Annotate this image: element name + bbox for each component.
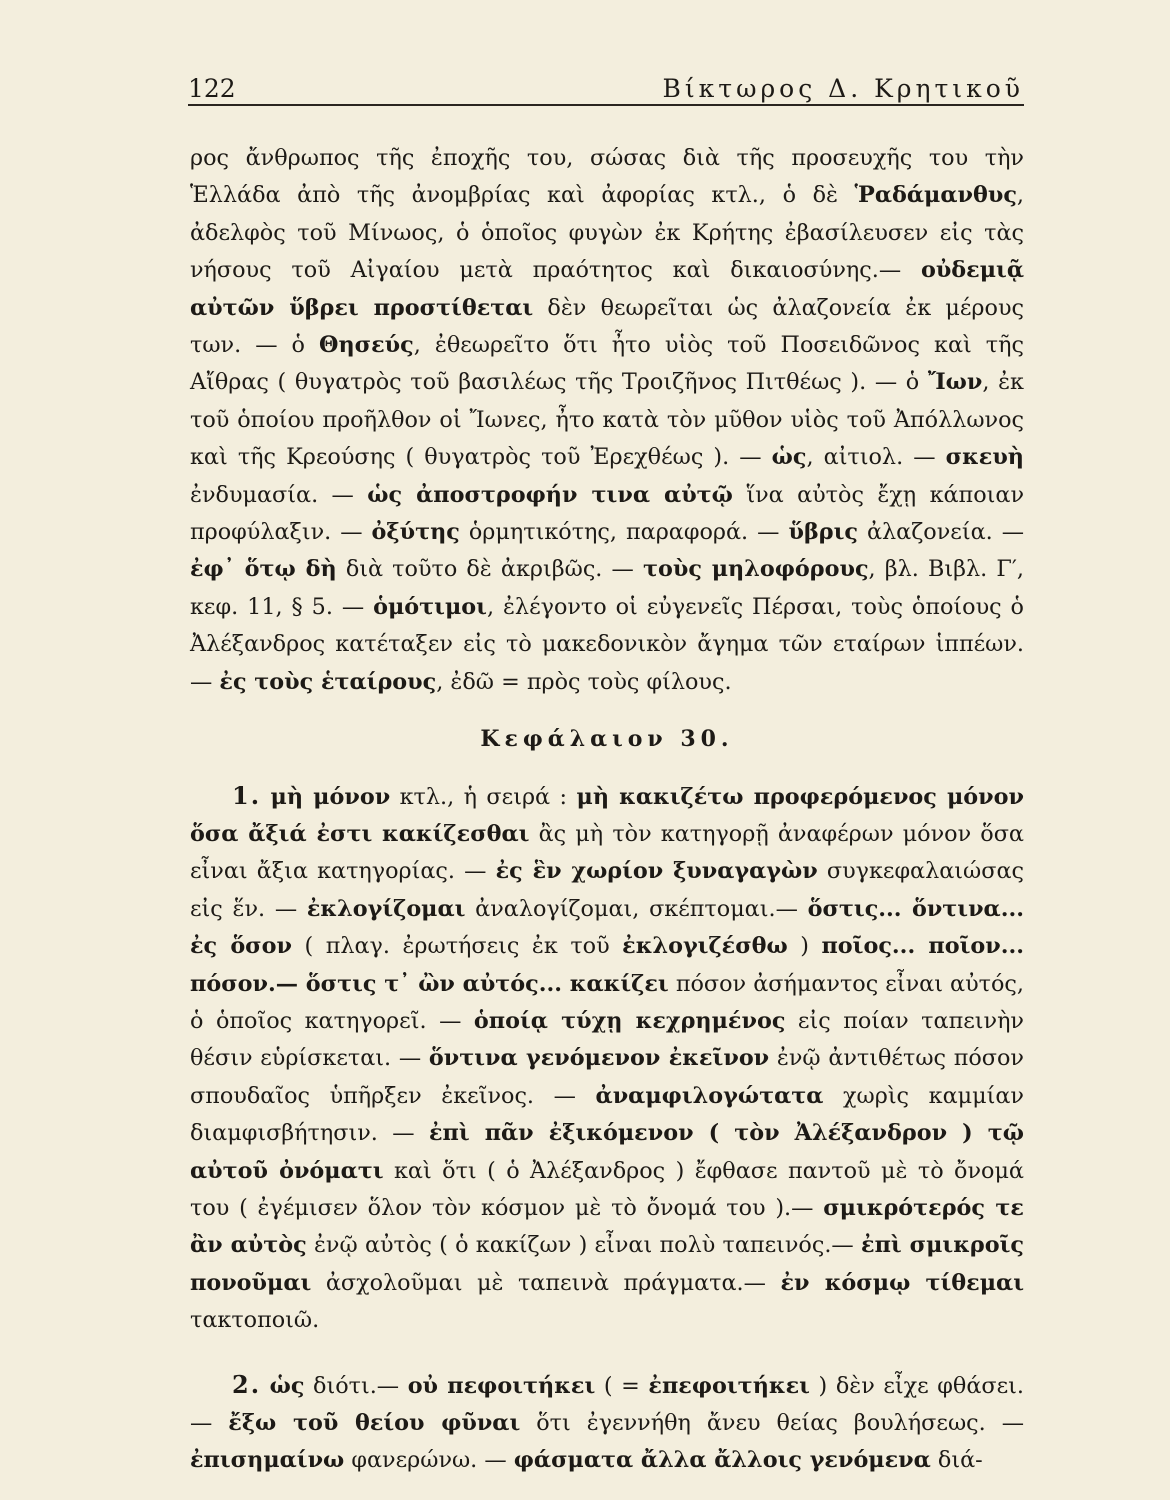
bold-term: ποῖος... ποῖον... πόσον.— ὅστις τ᾽ ὢν αὐτός... κακίζει (190, 933, 1024, 997)
chapter-heading: Κεφάλαιον 30. (480, 726, 734, 753)
text-run: φανερώνω. — (344, 1447, 514, 1474)
section-2 (190, 1366, 1024, 1480)
body-text (190, 140, 1024, 1480)
text-run: πόσον ἀσήμαντος εἶναι αὐτός, ὁ ὁποῖος κατηγορεῖ. — (190, 970, 1024, 1034)
text-run: , ἐδῶ = πρὸς τοὺς φίλους. (436, 668, 732, 695)
text-run: ( = (595, 1372, 649, 1399)
text-run: κτλ., ἡ σειρά : (390, 783, 577, 810)
text-run: ) (787, 933, 822, 960)
page-header (188, 70, 1024, 106)
text-run: ἂς μὴ τὸν κατηγορῇ ἀναφέρων μόνον ὅσα εἶναι ἄξια κατηγορίας. — (190, 820, 1024, 885)
bold-term: ἀναμφιλογώτατα (595, 1082, 824, 1109)
text-run: ἵνα αὐτὸς ἔχῃ κάποιαν προφύλαξιν. — (190, 481, 1024, 546)
text-run: ρος ἄνθρωπος τῆς ἐποχῆς του, σώσας διὰ τῆς προσευχῆς του τὴν Ἑλλάδα ἀπὸ τῆς ἀνομβρίας καὶ ἀφορίας κτλ., ὁ δὲ (190, 145, 1024, 209)
text-run: , ἐθεωρεῖτο ὅτι ἦτο υἱὸς τοῦ Ποσειδῶνος καὶ τῆς Αἴθρας ( θυγατρὸς τοῦ βασιλέως τῆς Τροιζῆνος Πιτθέως ). — ὁ (190, 332, 1024, 396)
text-run: ὁρμητικότης, παραφορά. — (459, 519, 789, 546)
section-number: 2. (232, 1369, 262, 1399)
bold-term: ἐς ἓν χωρίον ξυναγαγὼν (495, 858, 818, 885)
bold-term: μὴ μόνον (270, 783, 391, 810)
bold-term: φάσματα ἄλλα ἄλλοις γενόμενα (513, 1447, 931, 1474)
text-run: ἐνῷ ἀντιθέτως πόσον σπουδαῖος ὑπῆρξεν ἐκεῖνος. — (190, 1045, 1024, 1109)
text-run: συγκεφαλαιώσας εἰς ἕν. — (190, 858, 1024, 922)
page-number: 122 (188, 74, 236, 103)
bold-term: σμικρότερός τε ἂν αὐτὸς (190, 1194, 1024, 1259)
bold-term: ὀξύτης (371, 519, 460, 546)
bold-term: Ἴων (927, 369, 983, 396)
bold-term: ὡς ἀποστροφήν τινα αὐτῷ (367, 481, 733, 508)
text-run: ἀσχολοῦμαι μὲ ταπεινὰ πράγματα.— (311, 1269, 781, 1296)
running-head: Βίκτωρος Δ. Κρητικοῦ (662, 74, 1024, 103)
text-run: , βλ. Βιβλ. Γ′, κεφ. 11, § 5. — (190, 556, 1024, 620)
bold-term: ὅντινα γενόμενον ἐκεῖνον (428, 1045, 770, 1072)
text-run: δὲν θεωρεῖται ὡς ἀλαζονεία ἐκ μέρους των. — ὁ (190, 294, 1024, 359)
text-run: τακτοποιῶ. (190, 1307, 320, 1334)
bold-term: τοὺς μηλοφόρους (642, 556, 869, 583)
bold-term: οὐδεμιᾷ αὐτῶν ὕβρει προστίθεται (190, 257, 1024, 321)
section-number: 1. (232, 780, 262, 810)
section-2-text (190, 1373, 1024, 1474)
bold-term: ἐπισημαίνω (190, 1447, 345, 1474)
bold-term: ὅστις... ὅντινα... ἐς ὅσον (190, 895, 1024, 960)
text-run: , ἐκ τοῦ ὁποίου προῆλθον οἱ Ἴωνες, ἦτο κατὰ τὸν μῦθον υἱὸς τοῦ Ἀπόλλωνος καὶ τῆς Κρεούσης ( θυγατρὸς τοῦ Ἐρεχθέως ). — (190, 369, 1024, 471)
bold-term: ἔξω τοῦ θείου φῦναι (228, 1410, 521, 1436)
bold-term: Ῥαδάμανθυς (854, 182, 1017, 209)
bold-term: Θησεύς (319, 332, 414, 359)
text-run: καὶ ὅτι ( ὁ Ἀλέξανδρος ) ἔφθασε παντοῦ μὲ τὸ ὄνομά του ( ἐγέμισεν ὅλον τὸν κόσμον μὲ τὸ ὄνομά του ).— (190, 1157, 1024, 1221)
text-run: ἐνῷ αὐτὸς ( ὁ κακίζων ) εἶναι πολὺ ταπεινός.— (306, 1232, 862, 1259)
text-run: διά- (930, 1447, 983, 1474)
paragraph-continued (190, 140, 1024, 701)
header-rule (188, 104, 1024, 106)
text-run: ( πλαγ. ἐρωτήσεις ἐκ τοῦ (291, 933, 623, 960)
text-run: διότι.— (304, 1372, 408, 1399)
bold-term: ἐπεφοιτήκει (648, 1372, 810, 1399)
bold-term: μὴ κακιζέτω προφερόμενος μόνον ὅσα ἄξιά ἐστι κακίζεσθαι (190, 783, 1024, 847)
text-run: ἀναλογίζομαι, σκέπτομαι.— (465, 895, 808, 922)
text-run: χωρὶς καμμίαν διαμφισβήτησιν. — (190, 1082, 1024, 1147)
text-run: , ἐλέγοντο οἱ εὐγενεῖς Πέρσαι, τοὺς ὁποίους ὁ Ἀλέξανδρος κατέταξεν εἰς τὸ μακεδονικὸν ἄγημα τῶν εταίρων ἱππέων. — (190, 593, 1024, 695)
text-run: ὅτι ἐγεννήθη ἄνευ θείας βουλήσεως. — (520, 1410, 1024, 1436)
bold-term: ὡς (771, 444, 807, 471)
text-run: διὰ τοῦτο δὲ ἀκριβῶς. — (336, 556, 643, 583)
bold-term: ἐφ᾽ ὅτῳ δὴ (190, 556, 337, 583)
bold-term: ὁποίᾳ τύχῃ κεχρημένος (473, 1007, 786, 1034)
bold-term: ὡς (269, 1372, 305, 1399)
text-run: ἐνδυμασία. — (190, 481, 368, 508)
bold-term: ἐκλογίζομαι (306, 895, 466, 922)
bold-term: ἐν κόσμῳ τίθεμαι (780, 1269, 1024, 1296)
text-run: εἰς ποίαν ταπεινὴν θέσιν εὑρίσκεται. — (190, 1007, 1024, 1072)
section-1 (190, 777, 1024, 1340)
text-run: , αἰτιολ. — (806, 444, 946, 471)
text-run: ) δὲν εἶχε φθάσει. — (190, 1372, 1024, 1436)
section-1-text (190, 784, 1024, 1334)
bold-term: ἐς τοὺς ἑταίρους (219, 668, 437, 695)
bold-term: ὁμότιμοι (373, 593, 487, 620)
text-run: , ἀδελφὸς τοῦ Μίνωος, ὁ ὁποῖος φυγὼν ἐκ Κρήτης ἐβασίλευσεν εἰς τὰς νήσους τοῦ Αἰγαίου μετὰ πραότητος καὶ δικαιοσύνης.— (190, 182, 1024, 284)
bold-term: ἐπὶ πᾶν ἐξικόμενον ( τὸν Ἀλέξανδρον ) τῷ αὐτοῦ ὀνόματι (190, 1120, 1024, 1184)
bold-term: ὕβρις (788, 519, 858, 546)
bold-term: οὐ πεφοιτήκει (407, 1372, 596, 1399)
bold-term: ἐκλογιζέσθω (622, 933, 788, 960)
bold-term: ἐπὶ σμικροῖς πονοῦμαι (190, 1232, 1024, 1296)
bold-term: σκευὴ (945, 444, 1025, 471)
text-run: ἀλαζονεία. — (857, 519, 1025, 546)
